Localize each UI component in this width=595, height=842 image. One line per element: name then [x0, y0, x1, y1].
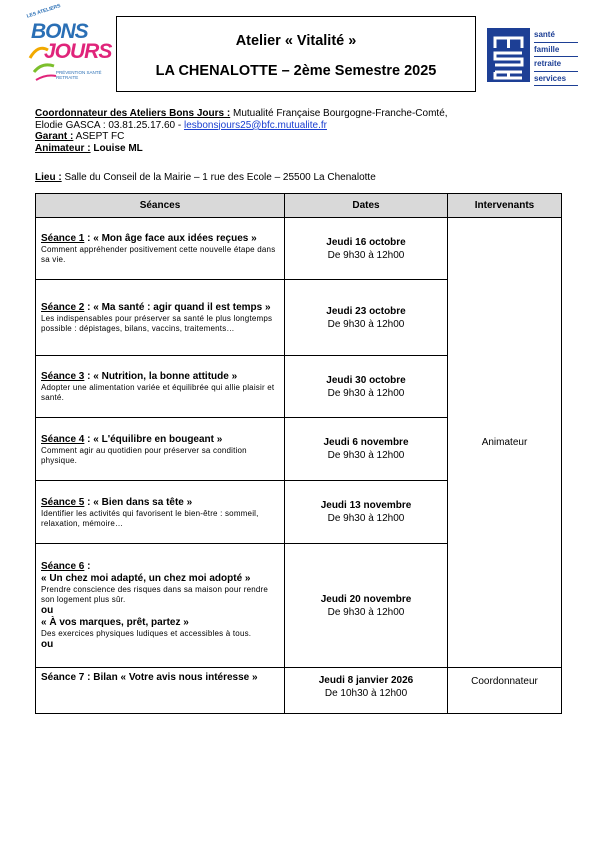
session-time: De 9h30 à 12h00 — [327, 513, 405, 524]
option1-desc: Prendre conscience des risques dans sa maison pour rendre son logement plus sûr. — [41, 585, 269, 604]
animateur-line — [35, 143, 448, 155]
lieu-line — [35, 172, 376, 183]
or-separator: ou — [41, 639, 54, 650]
session-date: Jeudi 23 octobre — [326, 305, 406, 317]
session-time: De 9h30 à 12h00 — [327, 450, 405, 461]
session-time: De 9h30 à 12h00 — [327, 606, 405, 618]
header-dates: Dates — [285, 194, 448, 218]
session-cell — [36, 280, 285, 356]
logo-arc-text: LES ATELIERS — [26, 3, 62, 20]
session-cell — [36, 668, 285, 714]
bons-jours-logo — [26, 3, 112, 84]
session-cell — [36, 418, 285, 481]
session-label: Séance 1 — [41, 233, 85, 244]
email-link[interactable]: lesbonsjours25@bfc.mutualite.fr — [183, 119, 327, 131]
title-box — [116, 16, 476, 92]
intervenant-cell: Coordonnateur — [448, 668, 562, 714]
date-cell — [285, 544, 448, 668]
msa-mark — [487, 28, 530, 82]
coordinator-value: Mutualité Française Bourgogne-Franche-Comté, — [230, 108, 448, 119]
session-label: Séance 5 — [41, 496, 85, 508]
date-cell — [285, 668, 448, 714]
session-title: Séance 7 : Bilan « Votre avis nous intéresse » — [41, 672, 258, 683]
garant-value: ASEPT FC — [73, 131, 125, 143]
session-cell — [36, 544, 285, 668]
session-cell — [36, 481, 285, 544]
session-desc: Les indispensables pour préserver sa santé le plus longtemps possible : dépistages, bilans, vaccins, traitements… — [41, 314, 273, 333]
session-date: Jeudi 20 novembre — [320, 593, 412, 605]
session-title: : « Mon âge face aux idées reçues » — [84, 233, 257, 244]
header-intervenants: Intervenants — [448, 194, 562, 218]
msa-words — [534, 28, 578, 86]
lieu-value: Salle du Conseil de la Mairie – 1 rue des Ecole – 25500 La Chenalotte — [61, 172, 376, 183]
option2-title: « À vos marques, prêt, partez » — [41, 617, 189, 628]
session-desc: Comment agir au quotidien pour préserver sa condition physique. — [41, 445, 247, 465]
session-label: Séance 6 — [41, 561, 85, 572]
session-desc: Adopter une alimentation variée et équilibrée qui allie plaisir et santé. — [41, 383, 275, 402]
session-title: : « L'équilibre en bougeant » — [84, 433, 223, 445]
session-desc: Identifier les activités qui favorisent le bien-être : sommeil, relaxation, mémoire… — [41, 508, 259, 528]
lieu-label: Lieu : — [35, 172, 62, 183]
msa-word-services: services — [534, 72, 578, 87]
session-title: : « Bien dans sa tête » — [84, 496, 193, 508]
msa-word-famille: famille — [534, 43, 578, 58]
session-colon: : — [84, 561, 91, 572]
table-row — [36, 668, 562, 714]
info-block — [35, 108, 448, 155]
session-date: Jeudi 13 novembre — [320, 500, 412, 511]
session-label: Séance 2 — [41, 302, 85, 313]
schedule-table — [35, 193, 562, 714]
semester-title: LA CHENALOTTE – 2ème Semestre 2025 — [155, 63, 437, 79]
logo-word-bons: BONS — [31, 20, 88, 43]
logo-word-jours: JOURS — [44, 40, 112, 63]
garant-label: Garant : — [35, 131, 74, 143]
date-cell — [285, 280, 448, 356]
date-cell — [285, 481, 448, 544]
session-title: : « Nutrition, la bonne attitude » — [84, 371, 238, 382]
atelier-title: Atelier « Vitalité » — [235, 33, 357, 49]
intervenant-cell: Animateur — [448, 218, 562, 668]
session-date: Jeudi 6 novembre — [323, 437, 409, 448]
session-date: Jeudi 8 janvier 2026 — [318, 675, 414, 686]
header-seances: Séances — [36, 194, 285, 218]
session-label: Séance 4 — [41, 433, 85, 445]
session-label: Séance 3 — [41, 371, 85, 382]
session-title: : « Ma santé : agir quand il est temps » — [84, 302, 271, 313]
coordinator-label: Coordonnateur des Ateliers Bons Jours : — [35, 108, 231, 119]
contact-line — [35, 120, 448, 132]
garant-line — [35, 131, 448, 143]
session-time: De 10h30 à 12h00 — [324, 688, 408, 699]
session-time: De 9h30 à 12h00 — [327, 387, 405, 399]
session-date: Jeudi 16 octobre — [326, 236, 406, 248]
animateur-label: Animateur : — [35, 143, 91, 155]
msa-word-retraite: retraite — [534, 57, 578, 72]
logo-tagline: PRÉVENTION SANTÉ RETRAITE — [56, 70, 102, 80]
session-date: Jeudi 30 octobre — [326, 374, 406, 386]
msa-logo — [487, 28, 577, 82]
date-cell — [285, 356, 448, 418]
option1-title: « Un chez moi adapté, un chez moi adopté » — [41, 573, 251, 584]
session-cell — [36, 218, 285, 280]
table-row — [36, 218, 562, 280]
animateur-value: Louise ML — [90, 143, 143, 155]
date-cell — [285, 418, 448, 481]
session-cell — [36, 356, 285, 418]
coordinator-line — [35, 108, 448, 120]
msa-word-sante: santé — [534, 28, 578, 43]
session-time: De 9h30 à 12h00 — [327, 249, 405, 261]
session-desc: Comment appréhender positivement cette nouvelle étape dans sa vie. — [41, 245, 276, 264]
or-separator: ou — [41, 605, 54, 616]
contact-phone: Elodie GASCA : 03.81.25.17.60 - — [35, 119, 184, 131]
option2-desc: Des exercices physiques ludiques et accessibles à tous. — [41, 629, 252, 638]
session-time: De 9h30 à 12h00 — [327, 318, 405, 330]
date-cell — [285, 218, 448, 280]
table-header-row — [36, 194, 562, 218]
